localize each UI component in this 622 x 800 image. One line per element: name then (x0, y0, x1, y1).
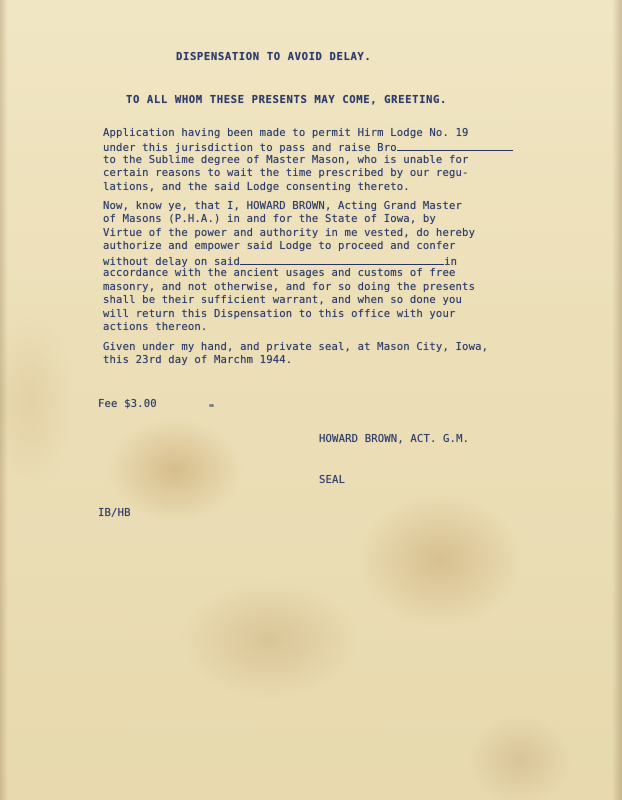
paper-edge-left (0, 0, 8, 800)
paragraph-3-line-2: this 23rd day of Marchm 1944. (103, 354, 293, 366)
paragraph-1-line-2-text: under this jurisdiction to pass and raise Bro (103, 142, 397, 154)
paper-edge-right (612, 0, 622, 800)
paragraph-2-line-5-text: without delay on said (103, 256, 241, 268)
paragraph-1-line-3: to the Sublime degree of Master Mason, who is unable for (103, 154, 469, 166)
paragraph-2-line-4: authorize and empower said Lodge to proceed and confer (103, 240, 456, 252)
paragraph-2-line-7: masonry, and not otherwise, and for so doing the presents (103, 281, 476, 293)
signature-line: HOWARD BROWN, ACT. G.M. (319, 433, 470, 445)
paragraph-1-line-4: certain reasons to wait the time prescribed by our regu- (103, 167, 469, 179)
paragraph-2-line-9: will return this Dispensation to this office with your (103, 308, 456, 320)
paragraph-2-line-3: Virtue of the power and authority in me vested, do hereby (103, 227, 476, 239)
paragraph-2-line-1: Now, know ye, that I, HOWARD BROWN, Acting Grand Master (103, 200, 463, 212)
seal-label: SEAL (319, 474, 346, 486)
paragraph-2-line-5-end: in (444, 256, 458, 268)
paragraph-2-line-8: shall be their sufficient warrant, and when so done you (103, 294, 463, 306)
paragraph-2-line-6: accordance with the ancient usages and customs of free (103, 267, 456, 279)
paragraph-3-line-1: Given under my hand, and private seal, at Mason City, Iowa, (103, 341, 489, 353)
typist-initials: IB/HB (98, 507, 131, 519)
paragraph-2-line-2: of Masons (P.H.A.) in and for the State of Iowa, by (103, 213, 436, 225)
fee-line: Fee $3.00 (98, 398, 157, 410)
degree-blank (240, 253, 444, 265)
ink-speck (209, 404, 214, 407)
paragraph-1-line-5: lations, and the said Lodge consenting thereto. (103, 181, 410, 193)
brother-name-blank (397, 139, 513, 151)
paragraph-2-line-10: actions thereon. (103, 321, 208, 333)
document-title: DISPENSATION TO AVOID DELAY. (176, 51, 372, 63)
salutation: TO ALL WHOM THESE PRESENTS MAY COME, GREETING. (126, 94, 447, 106)
paragraph-1-line-1: Application having been made to permit Hirm Lodge No. 19 (103, 127, 469, 139)
